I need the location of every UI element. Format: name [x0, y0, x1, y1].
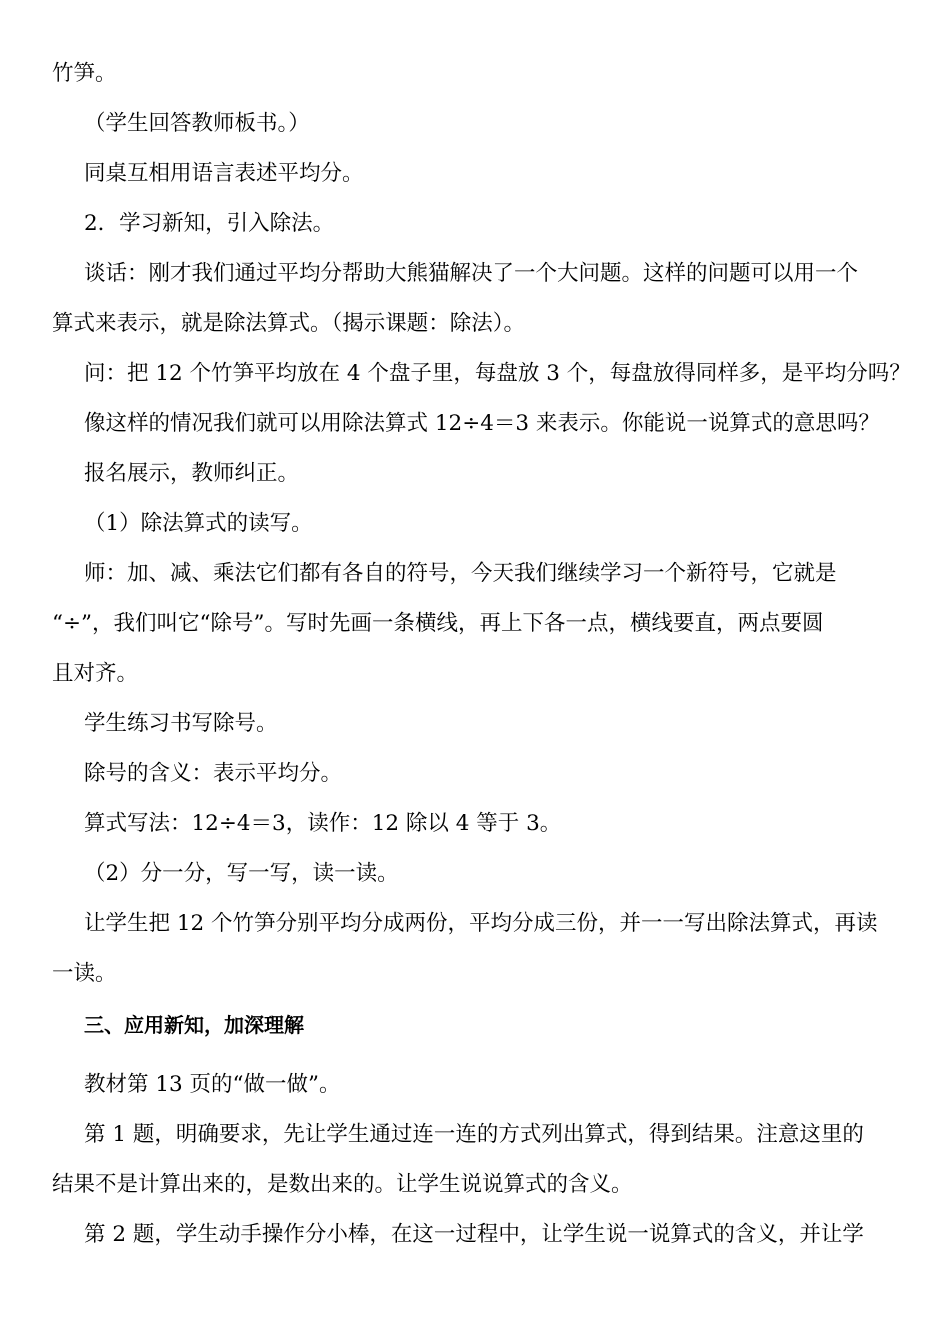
text-line: “÷”，我们叫它“除号”。写时先画一条横线，再上下各一点，横线要直，两点要圆: [52, 611, 824, 636]
text-line: 第 1 题，明确要求，先让学生通过连一连的方式列出算式，得到结果。注意这里的: [84, 1122, 864, 1147]
text-line: 谈话：刚才我们通过平均分帮助大熊猫解决了一个大问题。这样的问题可以用一个: [84, 261, 859, 286]
text-line: 报名展示，教师纠正。: [84, 461, 300, 486]
text-line: 结果不是计算出来的，是数出来的。让学生说说算式的含义。: [52, 1172, 633, 1197]
text-line: 教材第 13 页的“做一做”。: [84, 1072, 341, 1097]
text-line: 竹笋。: [52, 61, 117, 86]
section-heading: 三、应用新知，加深理解: [84, 1013, 304, 1037]
text-line: 像这样的情况我们就可以用除法算式 12÷4＝3 来表示。你能说一说算式的意思吗？: [84, 411, 880, 436]
list-item-heading: （1）除法算式的读写。: [84, 511, 313, 536]
text-line: 问：把 12 个竹笋平均放在 4 个盘子里，每盘放 3 个，每盘放得同样多，是平均分吗？: [84, 361, 911, 386]
section-subheading: 2．学习新知，引入除法。: [84, 211, 335, 236]
text-line: 一读。: [52, 961, 117, 986]
text-line: 且对齐。: [52, 661, 139, 686]
text-line: 算式来表示，就是除法算式。（揭示课题：除法）。: [52, 311, 526, 336]
text-line: 算式写法：12÷4＝3，读作：12 除以 4 等于 3。: [84, 811, 562, 836]
text-line: 让学生把 12 个竹笋分别平均分成两份，平均分成三份，并一一写出除法算式，再读: [84, 911, 878, 936]
text-line: 同桌互相用语言表述平均分。: [84, 161, 364, 186]
text-line: 除号的含义：表示平均分。: [84, 761, 343, 786]
text-line: （学生回答教师板书。）: [84, 111, 310, 136]
text-line: 师：加、减、乘法它们都有各自的符号，今天我们继续学习一个新符号，它就是: [84, 561, 837, 586]
text-line: 第 2 题，学生动手操作分小棒，在这一过程中，让学生说一说算式的含义，并让学: [84, 1222, 864, 1247]
text-line: 学生练习书写除号。: [84, 711, 278, 736]
list-item-heading: （2）分一分，写一写，读一读。: [84, 861, 399, 886]
